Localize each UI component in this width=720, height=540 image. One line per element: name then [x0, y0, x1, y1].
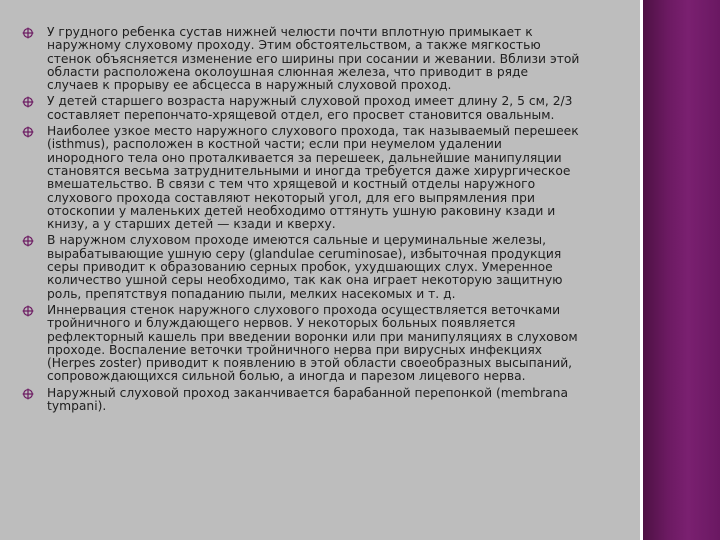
bullet-text: Наружный слуховой проход заканчивается барабанной перепонкой (membrana tympani). — [47, 385, 569, 414]
list-item — [22, 234, 582, 300]
crossed-circle-icon — [22, 305, 34, 317]
list-item — [22, 304, 582, 384]
crossed-circle-icon — [22, 96, 34, 108]
bullet-text: Наиболее узкое место наружного слухового прохода, так называемый перешеек (isthmus), расположен в костной части; если при неумелом удалении инородного тела оно проталкивается за перешеек, дальнейшие манипуляции становятся весьма затруднительными и иногда требуется даже хирургическое вмешательство. В связи с тем что хрящевой и костный отделы наружного слухового прохода составляют некоторый угол, для его выпрямления при отоскопии у маленьких детей необходимо оттянуть ушную раковину кзади и книзу, а у старших детей — кзади и кверху. — [47, 124, 579, 232]
crossed-circle-icon — [22, 27, 34, 39]
bullet-text: Иннервация стенок наружного слухового прохода осуществляется веточками тройничного и блуждающего нервов. У некоторых больных появляется рефлекторный кашель при введении воронки или при манипуляциях в слуховом проходе. Воспаление веточки тройничного нерва при вирусных инфекциях (Herpes zoster) приводит к появлению в этой области своеобразных высыпаний, сопровождающихся сильной болью, а иногда и парезом лицевого нерва. — [47, 302, 578, 384]
bullet-text: У грудного ребенка сустав нижней челюсти почти вплотную примыкает к наружному слуховому проходу. Этим обстоятельством, а также мягкостью стенок объясняется изменение его ширины при сосании и жевании. Вблизи этой области расположена околоушная слюнная железа, что приводит в ряде случаев к прорыву ее абсцесса в наружный слуховой проход. — [47, 25, 580, 93]
list-item — [22, 95, 582, 122]
bullet-list — [22, 26, 582, 416]
list-item — [22, 26, 582, 92]
list-item — [22, 387, 582, 414]
crossed-circle-icon — [22, 388, 34, 400]
crossed-circle-icon — [22, 235, 34, 247]
bullet-text: В наружном слуховом проходе имеются сальные и церуминальные железы, вырабатывающие ушную серу (glandulae ceruminosae), избыточная продукция серы приводит к образованию серных пробок, ухудшающих слух. Умеренное количество ушной серы необходимо, так как она играет некоторую защитную роль, препятствуя попаданию пыли, мелких насекомых и т. д. — [47, 233, 563, 301]
crossed-circle-icon — [22, 126, 34, 138]
bullet-text: У детей старшего возраста наружный слуховой проход имеет длину 2, 5 см, 2/3 составляет перепончато-хрящевой отдел, его просвет становится овальным. — [47, 94, 573, 122]
side-panel-edge — [640, 0, 643, 540]
side-panel — [640, 0, 720, 540]
list-item — [22, 125, 582, 231]
